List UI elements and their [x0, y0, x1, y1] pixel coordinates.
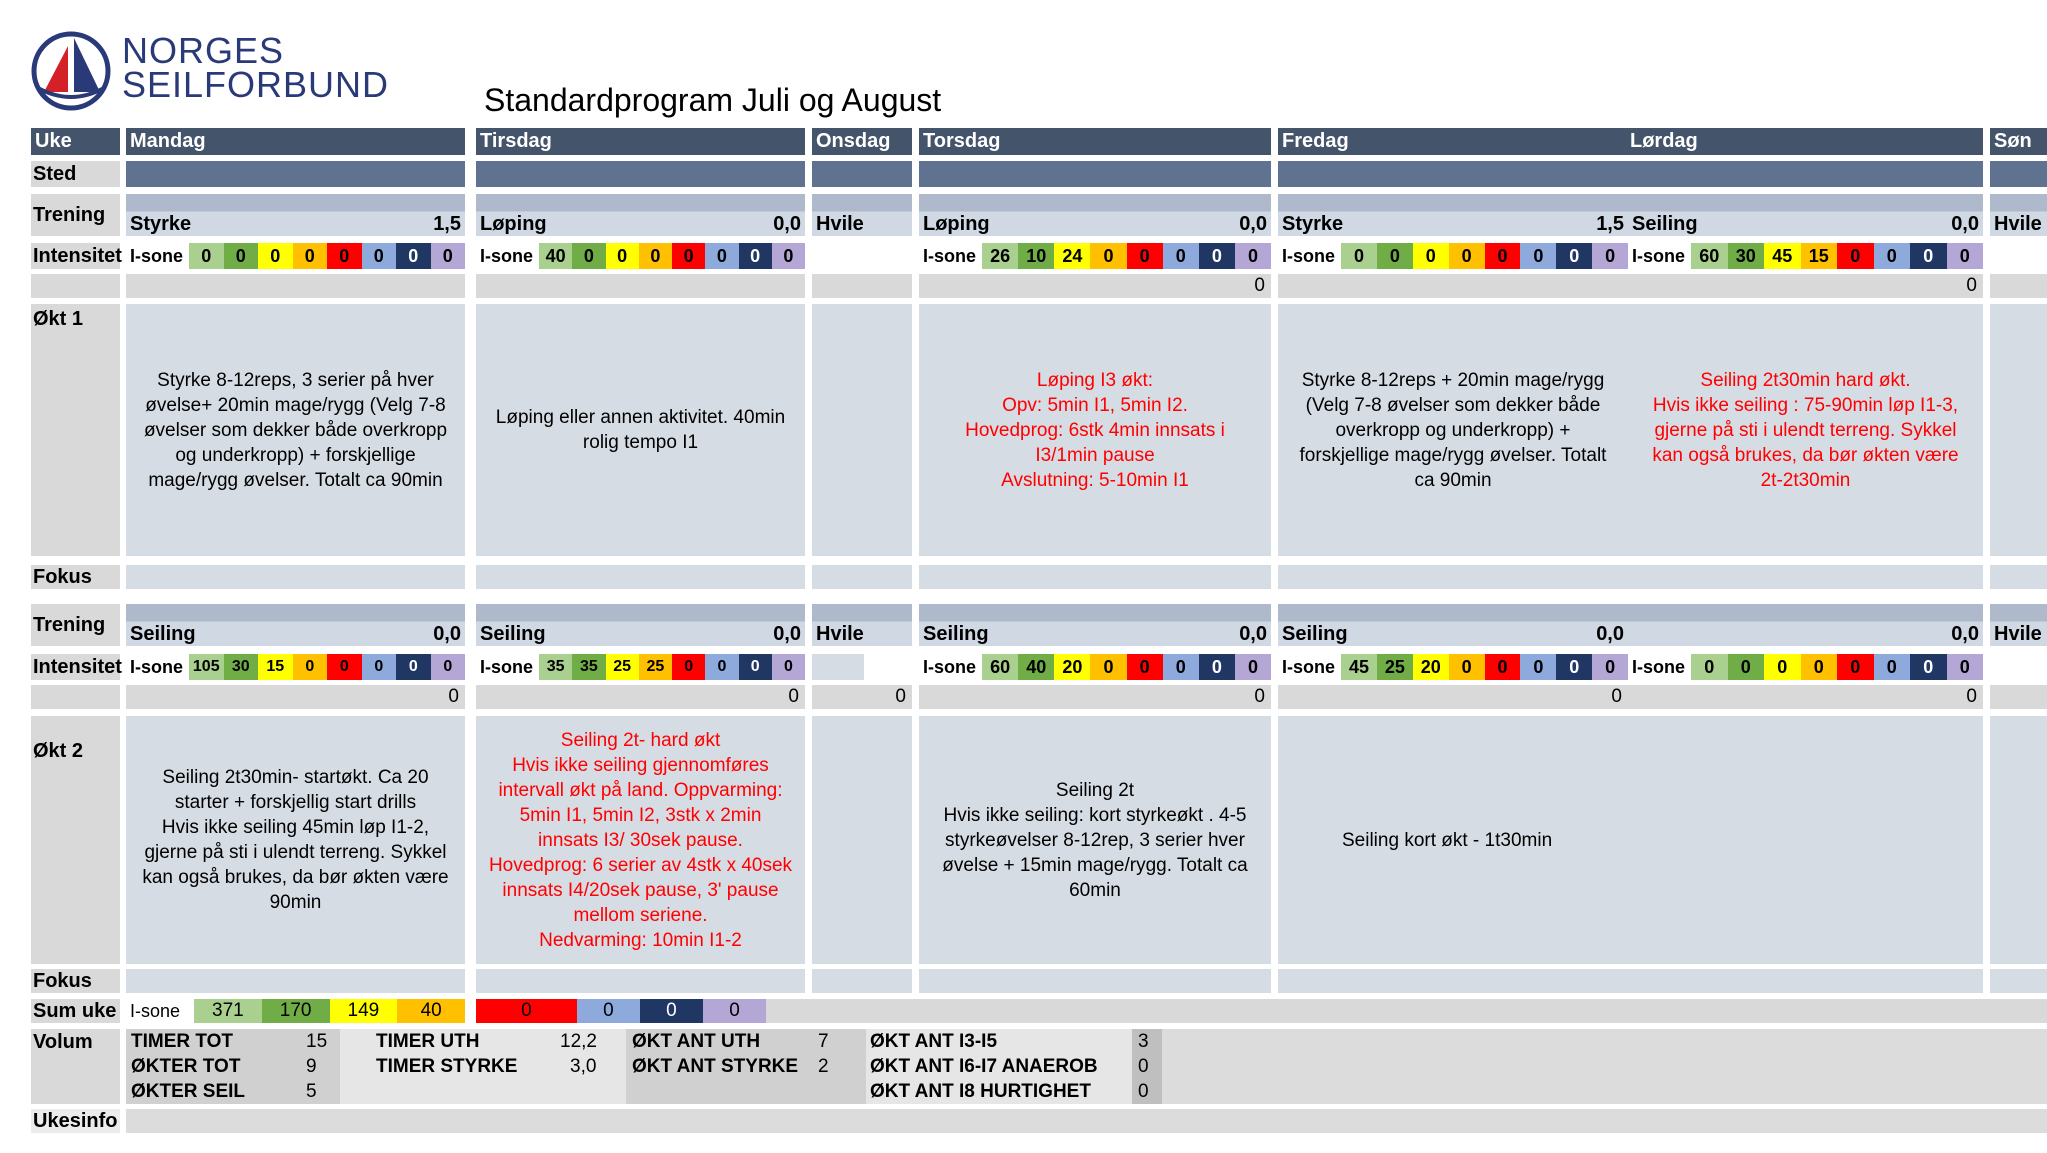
zone-cell-1: 0 [1341, 243, 1377, 269]
sum-zone-6: 0 [577, 999, 640, 1023]
zone-cell-3: 20 [1054, 654, 1090, 680]
zone-cell-5: 0 [672, 654, 705, 680]
zone-cell-4: 25 [639, 654, 672, 680]
trening-hours: 0,0 [1951, 213, 1979, 235]
zone-cell-8: 0 [1592, 654, 1628, 680]
okt1-thu: Løping I3 økt: Opv: 5min I1, 5min I2. Hovedprog: 6stk 4min innsats i I3/1min pause Avslutning: 5-10min I1 [919, 304, 1271, 556]
zone-cell-4: 0 [1090, 243, 1126, 269]
zone-cell-5: 0 [1837, 243, 1874, 269]
sted-sun [1990, 161, 2047, 187]
zone-cell-2: 25 [1377, 654, 1413, 680]
zone-cell-6: 0 [362, 654, 397, 680]
zone-cell-8: 0 [1592, 243, 1628, 269]
trening1-thu [919, 194, 1271, 236]
fokus2-mon [126, 969, 465, 993]
zone-cell-8: 0 [431, 243, 466, 269]
volum-okter-seil: 5 [306, 1081, 317, 1102]
zone-cell-5: 0 [1837, 654, 1874, 680]
trening2-mon [126, 604, 465, 646]
zone-cell-3: 24 [1054, 243, 1090, 269]
trening-type: Seiling [130, 623, 196, 645]
total2-sat: 0 [1628, 685, 1983, 709]
volum-okt-i8-label: ØKT ANT I8 HURTIGHET [870, 1081, 1091, 1102]
okt2-mon: Seiling 2t30min- startøkt. Ca 20 starter + forskjellig start drills Hvis ikke seiling 45min løp I1-2, gjerne på sti i ulendt terreng. Sykkel kan også brukes, da bør økten være 90min [126, 716, 465, 964]
sum-zone-1: 371 [194, 999, 262, 1023]
volum-okt-i3i5: 3 [1138, 1031, 1149, 1052]
zone-cell-7: 0 [1199, 243, 1235, 269]
zone-cell-7: 0 [1199, 654, 1235, 680]
volum-okter-tot: 9 [306, 1056, 317, 1077]
zone-cell-2: 35 [572, 654, 605, 680]
brand-line1: NORGES [122, 30, 285, 71]
zone-cell-1: 60 [982, 654, 1018, 680]
zones2-sat [1628, 654, 1983, 680]
trening1-wed [812, 194, 912, 236]
row-label-fokus-2: Fokus [31, 969, 120, 993]
volum-okt-i3i5-label: ØKT ANT I3-I5 [870, 1031, 998, 1052]
zone-cell-2: 30 [1728, 243, 1765, 269]
total2-label-bar [31, 685, 120, 709]
zone-cell-1: 40 [539, 243, 572, 269]
trening1-mon [126, 194, 465, 236]
trening2-sat [1628, 604, 1983, 646]
zone-cell-5: 0 [327, 243, 362, 269]
isone-label: I-sone [923, 656, 977, 677]
trening1-tue [476, 194, 805, 236]
zone-cell-1: 105 [189, 654, 224, 680]
isone-label: I-sone [1632, 656, 1686, 677]
zone-cell-3: 45 [1764, 243, 1801, 269]
logo [30, 30, 430, 110]
okt1-sun [1990, 304, 2047, 556]
zone-cell-4: 0 [293, 654, 328, 680]
zones1-sat [1628, 243, 1983, 269]
zone-cell-5: 0 [1127, 243, 1163, 269]
zones2-wed [812, 654, 864, 680]
fokus1-tue [476, 565, 805, 589]
zone-cell-8: 0 [1947, 654, 1984, 680]
total2-thu: 0 [919, 685, 1271, 709]
okt1-tue: Løping eller annen aktivitet. 40min rolig tempo I1 [476, 304, 805, 556]
trening2-sun [1990, 604, 2047, 646]
zone-cell-3: 15 [258, 654, 293, 680]
header-lordag-label: Lørdag [1630, 130, 1698, 152]
fokus2-wed [812, 969, 912, 993]
zone-cell-3: 25 [606, 654, 639, 680]
volum-okt-i8: 0 [1138, 1081, 1149, 1102]
isone-label: I-sone [480, 656, 534, 677]
page-title: Standardprogram Juli og August [484, 82, 942, 118]
okt1-mon: Styrke 8-12reps, 3 serier på hver øvelse+ 20min mage/rygg (Velg 7-8 øvelser som dekker både overkropp og underkropp) + forskjellige mage/rygg øvelser. Totalt ca 90min [126, 304, 465, 556]
okt2-fri-sat: Seiling kort økt - 1t30min [1278, 716, 1983, 964]
zone-cell-1: 45 [1341, 654, 1377, 680]
total2-mon: 0 [126, 685, 465, 709]
sum-uke-rest [766, 999, 2047, 1023]
zones1-tue [476, 243, 805, 269]
volum-timer-uth: 12,2 [560, 1031, 597, 1052]
header-mandag: Mandag [126, 128, 465, 155]
zone-cell-7: 0 [739, 654, 772, 680]
zone-cell-6: 0 [1874, 243, 1911, 269]
zone-cell-3: 20 [1413, 654, 1449, 680]
zone-cell-6: 0 [1163, 243, 1199, 269]
zone-cell-2: 0 [1728, 654, 1765, 680]
isone-label: I-sone [480, 245, 534, 266]
zone-cell-6: 0 [1520, 654, 1556, 680]
trening-type: Seiling [923, 623, 989, 645]
zone-cell-5: 0 [327, 654, 362, 680]
isone-label: I-sone [130, 245, 184, 266]
volum-timer-tot-label: TIMER TOT [131, 1031, 234, 1052]
total1-label-bar [31, 274, 120, 298]
okt1-fri: Styrke 8-12reps + 20min mage/rygg (Velg 7-8 øvelser som dekker både overkropp og underkropp) + forskjellige mage/rygg øvelser. Totalt ca 90min [1278, 304, 1628, 556]
header-torsdag: Torsdag [919, 128, 1271, 155]
trening-type: Løping [480, 213, 547, 235]
total1-wed [812, 274, 912, 298]
sted-fri-sat [1278, 161, 1983, 187]
trening-hours: 0,0 [773, 213, 801, 235]
volum-okt-i6i7-label: ØKT ANT I6-I7 ANAEROB [870, 1056, 1098, 1077]
volum-timer-styrke-label: TIMER STYRKE [376, 1056, 518, 1077]
isone-label: I-sone [1282, 245, 1336, 266]
zone-cell-6: 0 [705, 243, 738, 269]
trening2-thu [919, 604, 1271, 646]
zones1-thu [919, 243, 1271, 269]
trening1-sat [1628, 194, 1983, 236]
row-label-sted: Sted [31, 161, 120, 187]
volum-okter-seil-label: ØKTER SEIL [131, 1081, 246, 1102]
zone-cell-2: 0 [1377, 243, 1413, 269]
zone-cell-4: 0 [639, 243, 672, 269]
total1-thu: 0 [919, 274, 1271, 298]
fokus1-mon [126, 565, 465, 589]
zones2-mon [126, 654, 465, 680]
header-sondag: Søn [1990, 128, 2047, 155]
header-tirsdag: Tirsdag [476, 128, 805, 155]
sum-zone-3: 149 [330, 999, 398, 1023]
zone-cell-7: 0 [396, 243, 431, 269]
header-onsdag: Onsdag [812, 128, 912, 155]
zone-cell-1: 0 [189, 243, 224, 269]
zone-cell-5: 0 [672, 243, 705, 269]
okt1-wed [812, 304, 912, 556]
zone-cell-6: 0 [1163, 654, 1199, 680]
total1-sun [1990, 274, 2047, 298]
volum-okt-ant-uth: 7 [818, 1031, 829, 1052]
trening-hours: 1,5 [1596, 213, 1624, 235]
isone-label: I-sone [923, 245, 977, 266]
trening2-fri [1278, 604, 1628, 646]
isone-label: I-sone [130, 1000, 181, 1021]
brand-line2: SEILFORBUND [122, 64, 390, 105]
header-fredag [1278, 128, 1983, 155]
sum-zone-5: 0 [476, 999, 577, 1023]
zone-cell-6: 0 [362, 243, 397, 269]
row-label-ukesinfo: Ukesinfo [31, 1109, 120, 1133]
row-label-trening-1: Trening [31, 194, 120, 236]
zone-cell-4: 0 [1449, 654, 1485, 680]
zones1-fri [1278, 243, 1628, 269]
total2-tue: 0 [476, 685, 805, 709]
zone-cell-8: 0 [772, 243, 805, 269]
trening-type: Løping [923, 213, 990, 235]
zone-cell-7: 0 [1910, 243, 1947, 269]
volum-okt-ant-styrke-label: ØKT ANT STYRKE [632, 1056, 799, 1077]
zone-cell-2: 0 [224, 243, 259, 269]
trening-hours: 0,0 [1596, 623, 1624, 645]
sum-uke-zones-b [476, 999, 766, 1023]
row-label-trening-2: Trening [31, 604, 120, 646]
zone-cell-1: 26 [982, 243, 1018, 269]
sum-zone-8: 0 [703, 999, 766, 1023]
total2-wed: 0 [812, 685, 912, 709]
volum-rest [1162, 1029, 2047, 1104]
zone-cell-5: 0 [1485, 654, 1521, 680]
zone-cell-8: 0 [1235, 654, 1271, 680]
isone-label: I-sone [1632, 245, 1686, 266]
zones2-tue [476, 654, 805, 680]
zone-cell-2: 30 [224, 654, 259, 680]
isone-label: I-sone [1282, 656, 1336, 677]
trening2-wed [812, 604, 912, 646]
trening-hours: 1,5 [433, 213, 461, 235]
zone-cell-7: 0 [739, 243, 772, 269]
zone-cell-1: 35 [539, 654, 572, 680]
zone-cell-4: 0 [293, 243, 328, 269]
okt2-thu: Seiling 2t Hvis ikke seiling: kort styrkeøkt . 4-5 styrkeøvelser 8-12rep, 3 serier hver øvelse + 15min mage/rygg. Totalt ca 60min [919, 716, 1271, 964]
trening-type: Seiling [480, 623, 546, 645]
isone-label: I-sone [130, 656, 184, 677]
sted-tue [476, 161, 805, 187]
fokus1-sun [1990, 565, 2047, 589]
fokus2-thu [919, 969, 1271, 993]
trening-type: Styrke [1282, 213, 1344, 235]
zone-cell-1: 0 [1691, 654, 1728, 680]
trening-hours: 0,0 [1951, 623, 1979, 645]
volum-timer-uth-label: TIMER UTH [376, 1031, 480, 1052]
volum-okt-ant-uth-label: ØKT ANT UTH [632, 1031, 761, 1052]
fokus2-fri-sat [1278, 969, 1983, 993]
trening2-tue [476, 604, 805, 646]
zones1-mon [126, 243, 465, 269]
zone-cell-8: 0 [772, 654, 805, 680]
ukesinfo-cell [126, 1109, 2047, 1133]
fokus1-thu [919, 565, 1271, 589]
okt2-tue: Seiling 2t- hard økt Hvis ikke seiling gjennomføres intervall økt på land. Oppvarming: 5min I1, 5min I2, 3stk x 2min innsats I3/ 30sek pause. Hovedprog: 6 serier av 4stk x 40sek innsats I4/20sek pause, 3' pause mellom seriene. Nedvarming: 10min I1-2 [476, 716, 805, 964]
zone-cell-2: 0 [572, 243, 605, 269]
row-label-volum: Volum [31, 1029, 120, 1104]
sum-zone-2: 170 [262, 999, 330, 1023]
trening-type: Hvile [1994, 213, 2042, 235]
row-label-fokus-1: Fokus [31, 565, 120, 589]
sail-logo-icon [30, 30, 112, 112]
zone-cell-3: 0 [606, 243, 639, 269]
zone-cell-5: 0 [1485, 243, 1521, 269]
zone-cell-2: 40 [1018, 654, 1054, 680]
trening-type: Hvile [816, 213, 864, 235]
zone-cell-6: 0 [705, 654, 738, 680]
fokus2-tue [476, 969, 805, 993]
trening-hours: 0,0 [433, 623, 461, 645]
total1-tue [476, 274, 805, 298]
zone-cell-4: 0 [1801, 654, 1838, 680]
sum-uke-zones-a [126, 999, 465, 1023]
total2-sun [1990, 685, 2047, 709]
zones2-fri [1278, 654, 1628, 680]
fokus1-wed [812, 565, 912, 589]
trening1-sun [1990, 194, 2047, 236]
volum-okter-tot-label: ØKTER TOT [131, 1056, 241, 1077]
sted-mon [126, 161, 465, 187]
zones2-thu [919, 654, 1271, 680]
trening-hours: 0,0 [773, 623, 801, 645]
zone-cell-7: 0 [1556, 654, 1592, 680]
zone-cell-3: 0 [258, 243, 293, 269]
zone-cell-5: 0 [1127, 654, 1163, 680]
row-label-intensitet-2: Intensitet [33, 656, 122, 678]
row-label-intensitet-1: Intensitet [33, 245, 122, 267]
zone-cell-8: 0 [1235, 243, 1271, 269]
sum-zone-4: 40 [397, 999, 465, 1023]
trening1-fri [1278, 194, 1628, 236]
header-fredag-label: Fredag [1282, 130, 1349, 152]
row-label-sum-uke: Sum uke [31, 999, 120, 1023]
volum-okt-ant-styrke: 2 [818, 1056, 829, 1077]
zone-cell-6: 0 [1520, 243, 1556, 269]
sum-zone-7: 0 [640, 999, 703, 1023]
zone-cell-7: 0 [1910, 654, 1947, 680]
zone-cell-6: 0 [1874, 654, 1911, 680]
sted-wed [812, 161, 912, 187]
trening-type: Hvile [816, 623, 864, 645]
zone-cell-8: 0 [1947, 243, 1984, 269]
zone-cell-4: 0 [1449, 243, 1485, 269]
trening-hours: 0,0 [1239, 623, 1267, 645]
trening-type: Styrke [130, 213, 192, 235]
total2-fri: 0 [1278, 685, 1628, 709]
header-uke: Uke [31, 128, 120, 155]
zone-cell-1: 60 [1691, 243, 1728, 269]
zone-cell-2: 10 [1018, 243, 1054, 269]
zone-cell-4: 15 [1801, 243, 1838, 269]
zone-cell-7: 0 [396, 654, 431, 680]
zone-cell-3: 0 [1413, 243, 1449, 269]
volum-timer-tot: 15 [306, 1031, 328, 1052]
row-label-okt2: Økt 2 [31, 716, 120, 964]
sted-thu [919, 161, 1271, 187]
trening-type: Seiling [1632, 213, 1698, 235]
volum-okt-i6i7: 0 [1138, 1056, 1149, 1077]
total1-fri [1278, 274, 1628, 298]
fokus1-fri-sat [1278, 565, 1983, 589]
trening-hours: 0,0 [1239, 213, 1267, 235]
total1-mon [126, 274, 465, 298]
okt1-sat: Seiling 2t30min hard økt. Hvis ikke seiling : 75-90min løp I1-3, gjerne på sti i ulendt terreng. Sykkel kan også brukes, da bør økten være 2t-2t30min [1628, 304, 1983, 556]
zone-cell-7: 0 [1556, 243, 1592, 269]
zone-cell-3: 0 [1764, 654, 1801, 680]
trening-type: Hvile [1994, 623, 2042, 645]
zone-cell-4: 0 [1090, 654, 1126, 680]
okt2-wed [812, 716, 912, 964]
okt2-sun [1990, 716, 2047, 964]
trening-type: Seiling [1282, 623, 1348, 645]
zone-cell-8: 0 [431, 654, 466, 680]
total1-sat: 0 [1628, 274, 1983, 298]
volum-timer-styrke: 3,0 [570, 1056, 597, 1077]
fokus2-sun [1990, 969, 2047, 993]
row-label-okt1: Økt 1 [31, 304, 120, 556]
